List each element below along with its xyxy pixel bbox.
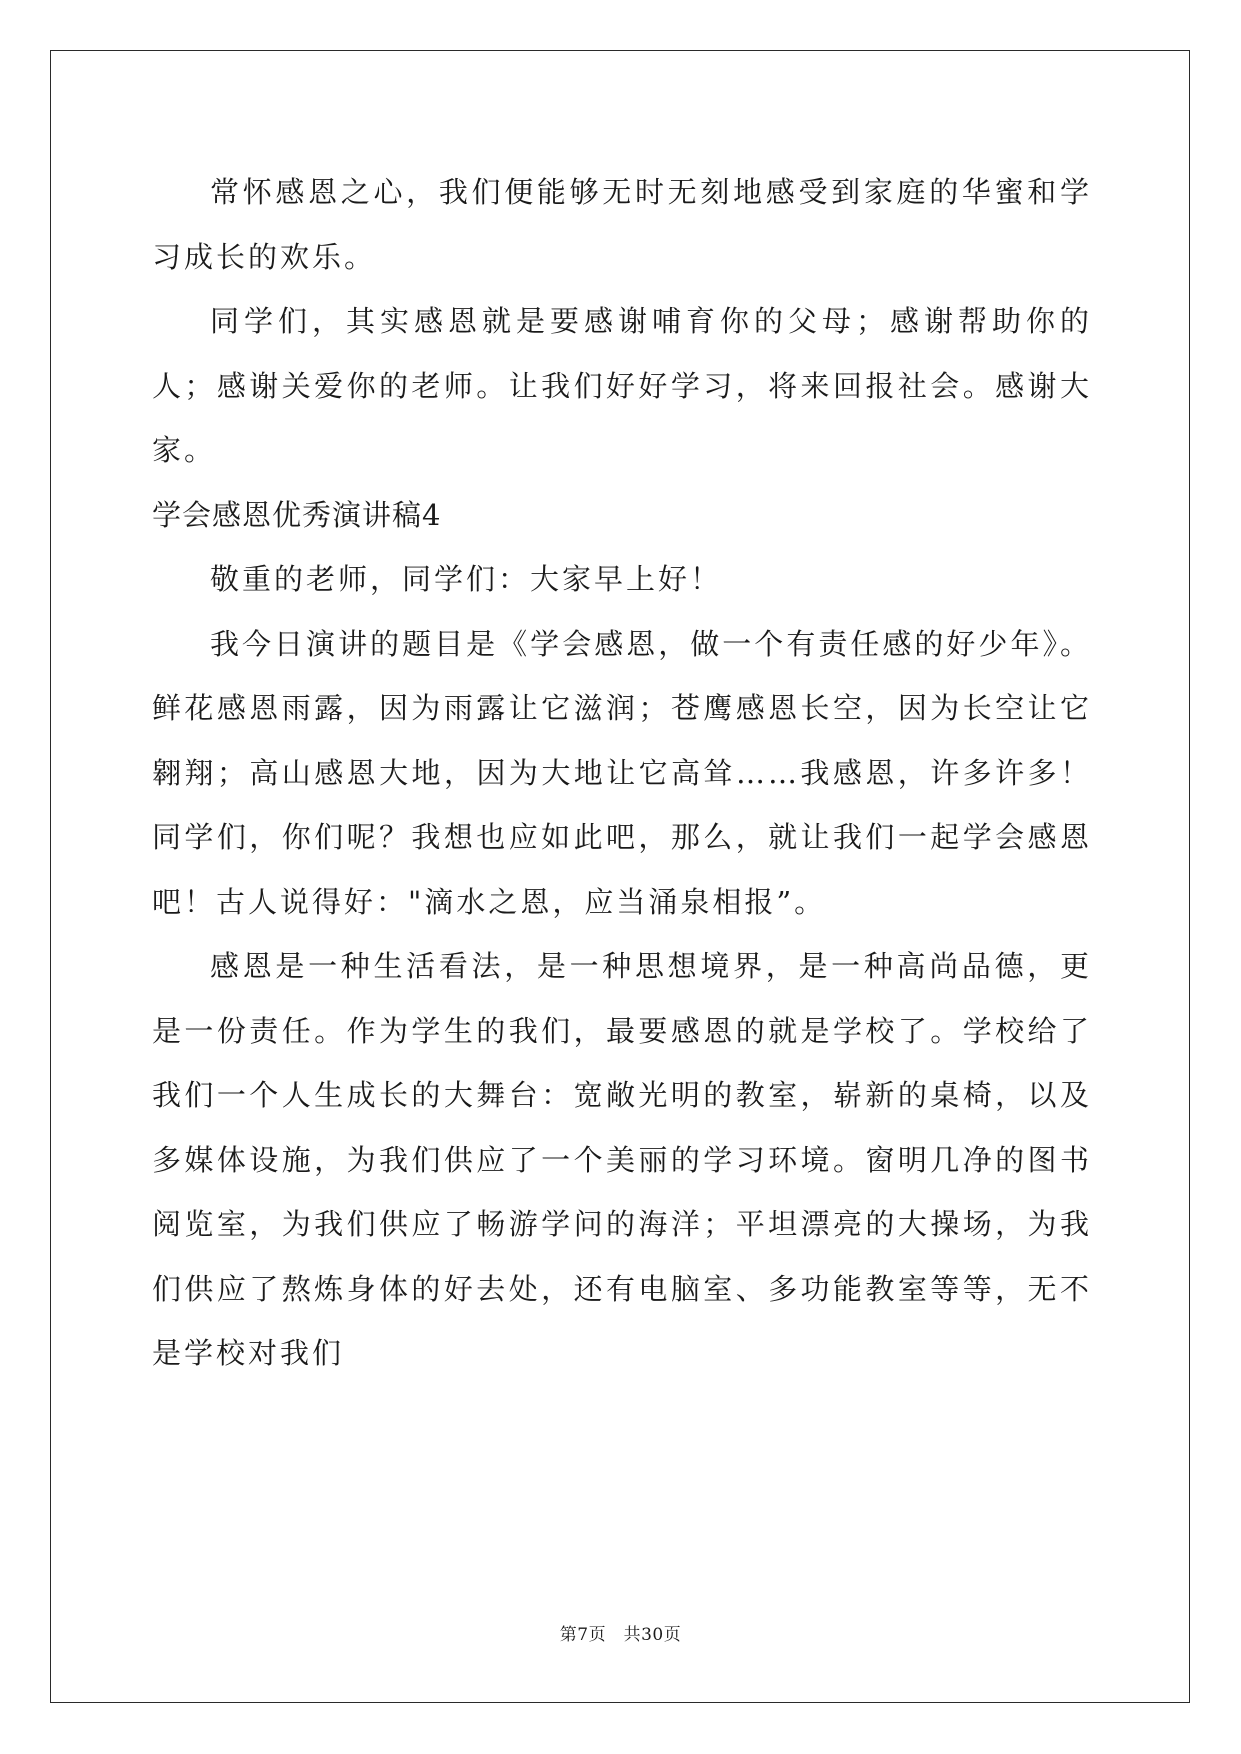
paragraph: 敬重的老师，同学们：大家早上好！ — [210, 562, 723, 596]
document-body — [152, 160, 1092, 1386]
paragraph: 常怀感恩之心，我们便能够无时无刻地感受到家庭的华蜜和学习成长的欢乐。 — [152, 175, 1092, 274]
section-heading: 学会感恩优秀演讲稿4 — [152, 497, 442, 532]
paragraph: 感恩是一种生活看法，是一种思想境界，是一种高尚品德，更是一份责任。作为学生的我们，最要感恩的就是学校了。学校给了我们一个人生成长的大舞台：宽敞光明的教室，崭新的桌椅，以及多媒体设施，为我们供应了一个美丽的学习环境。窗明几净的图书阅览室，为我们供应了畅游学问的海洋；平坦漂亮的大操场，为我们供应了熬炼身体的好去处，还有电脑室、多功能教室等等，无不是学校对我们 — [152, 949, 1092, 1370]
page-number-footer: 第7页 共30页 — [559, 1625, 682, 1645]
paragraph: 同学们，其实感恩就是要感谢哺育你的父母；感谢帮助你的人；感谢关爱你的老师。让我们好好学习，将来回报社会。感谢大家。 — [152, 304, 1092, 467]
paragraph: 我今日演讲的题目是《学会感恩，做一个有责任感的好少年》。鲜花感恩雨露，因为雨露让它滋润；苍鹰感恩长空，因为长空让它翱翔；高山感恩大地，因为大地让它高耸……我感恩，许多许多！同学们，你们呢？我想也应如此吧，那么，就让我们一起学会感恩吧！古人说得好："滴水之恩，应当涌泉相报”。 — [152, 626, 1092, 919]
